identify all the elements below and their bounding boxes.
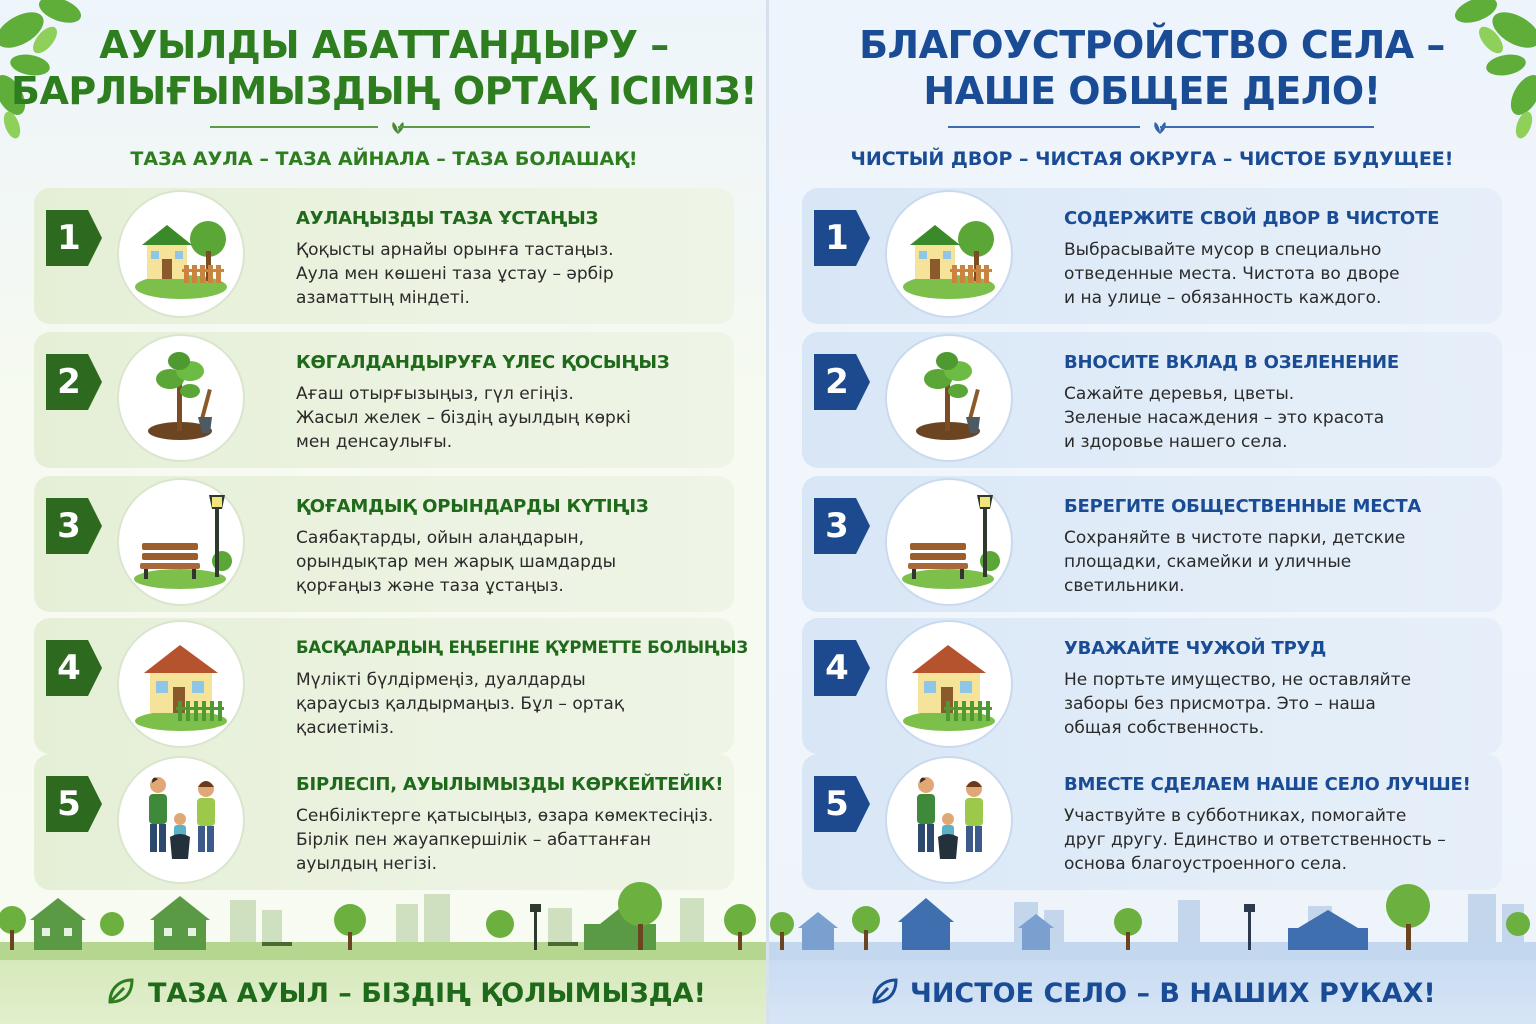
- page-title: АУЫЛДЫ АБАТТАНДЫРУ – БАРЛЫҒЫМЫЗДЫҢ ОРТАҚ ІСІМІЗ!: [11, 23, 757, 113]
- step-badge: 2: [46, 354, 102, 410]
- step-badge: 1: [814, 210, 870, 266]
- list-item: [34, 188, 734, 324]
- card-text: Саябақтарды, ойын алаңдарын, орындықтар мен жарық шамдарды қорғаңыз және таза ұстаңыз.: [296, 528, 617, 596]
- family-cleanup-icon: [887, 758, 1011, 882]
- list-item: [802, 332, 1502, 468]
- card-title: АУЛАҢЫЗДЫ ТАЗА ҰСТАҢЫЗ: [296, 208, 599, 229]
- card-title: УВАЖАЙТЕ ЧУЖОЙ ТРУД: [1064, 638, 1327, 659]
- card-title: СОДЕРЖИТЕ СВОЙ ДВОР В ЧИСТОТЕ: [1064, 208, 1440, 229]
- card-text: Сохраняйте в чистоте парки, детские площадки, скамейки и уличные светильники.: [1064, 528, 1406, 596]
- card-text: Сажайте деревья, цветы. Зеленые насаждения – это красота и здоровье нашего села.: [1064, 384, 1385, 452]
- card-text: Сенбіліктерге қатысыңыз, өзара көмектесіңіз. Бірлік пен жауапкершілік – абаттанған ауылдың негізі.: [296, 806, 714, 874]
- subtitle: ЧИСТЫЙ ДВОР – ЧИСТАЯ ОКРУГА – ЧИСТОЕ БУДУЩЕЕ!: [850, 148, 1454, 170]
- panel-divider: [766, 0, 769, 1024]
- footer-slogan: ТАЗА АУЫЛ – БІЗДІҢ ҚОЛЫМЫЗДА!: [148, 978, 706, 1009]
- step-badge: 3: [46, 498, 102, 554]
- step-badge: 5: [46, 776, 102, 832]
- house-with-tree-icon: [119, 192, 243, 316]
- house-fence-icon: [887, 622, 1011, 746]
- list-item: [34, 332, 734, 468]
- bench-lamp-icon: [887, 480, 1011, 604]
- sapling-shovel-icon: [887, 336, 1011, 460]
- subtitle: ТАЗА АУЛА – ТАЗА АЙНАЛА – ТАЗА БОЛАШАҚ!: [130, 148, 638, 170]
- list-item: [802, 476, 1502, 612]
- house-fence-icon: [119, 622, 243, 746]
- list-item: [34, 754, 734, 890]
- family-cleanup-icon: [119, 758, 243, 882]
- page-title: БЛАГОУСТРОЙСТВО СЕЛА – НАШЕ ОБЩЕЕ ДЕЛО!: [859, 23, 1445, 113]
- step-badge: 1: [46, 210, 102, 266]
- card-text: Қоқысты арнайы орынға тастаңыз. Аула мен көшені таза ұстау – әрбір азаматтың міндеті.: [296, 240, 614, 308]
- list-item: [802, 618, 1502, 754]
- card-title: БІРЛЕСІП, АУЫЛЫМЫЗДЫ КӨРКЕЙТЕЙІК!: [296, 774, 724, 795]
- card-title: БАСҚАЛАРДЫҢ ЕҢБЕГІНЕ ҚҰРМЕТТЕ БОЛЫҢЫЗ: [296, 638, 748, 657]
- title-ornament: [0, 116, 768, 138]
- list-item: [802, 188, 1502, 324]
- title-ornament: [768, 116, 1536, 138]
- step-badge: 5: [814, 776, 870, 832]
- step-badge: 2: [814, 354, 870, 410]
- card-title: БЕРЕГИТЕ ОБЩЕСТВЕННЫЕ МЕСТА: [1064, 496, 1422, 517]
- step-badge: 3: [814, 498, 870, 554]
- card-title: ВМЕСТЕ СДЕЛАЕМ НАШЕ СЕЛО ЛУЧШЕ!: [1064, 774, 1471, 795]
- village-landscape-icon: [0, 880, 768, 960]
- footer-slogan: ЧИСТОЕ СЕЛО – В НАШИХ РУКАХ!: [910, 978, 1436, 1009]
- list-item: [34, 618, 748, 754]
- card-text: Ағаш отырғызыңыз, гүл егіңіз. Жасыл желек – біздің ауылдың көркі мен денсаулығы.: [296, 384, 631, 452]
- step-badge: 4: [46, 640, 102, 696]
- bench-lamp-icon: [119, 480, 243, 604]
- card-title: ҚОҒАМДЫҚ ОРЫНДАРДЫ КҮТІҢІЗ: [296, 496, 649, 517]
- card-text: Не портьте имущество, не оставляйте заборы без присмотра. Это – наша общая собственность.: [1064, 670, 1412, 738]
- footer-banner: [0, 960, 768, 1024]
- list-item: [34, 476, 734, 612]
- list-item: [802, 754, 1502, 890]
- card-text: Выбрасывайте мусор в специально отведенные места. Чистота во дворе и на улице – обязанность каждого.: [1064, 240, 1400, 308]
- sapling-shovel-icon: [119, 336, 243, 460]
- village-landscape-icon: [768, 880, 1536, 960]
- leaf-icon: [868, 976, 900, 1008]
- card-text: Мүлікті бүлдірмеңіз, дуалдарды қараусыз қалдырмаңыз. Бұл – ортақ қасиетіміз.: [296, 670, 625, 738]
- footer-banner: [768, 960, 1536, 1024]
- house-with-tree-icon: [887, 192, 1011, 316]
- card-title: КӨГАЛДАНДЫРУҒА ҮЛЕС ҚОСЫҢЫЗ: [296, 352, 670, 373]
- russian-panel: [768, 0, 1536, 1024]
- card-title: ВНОСИТЕ ВКЛАД В ОЗЕЛЕНЕНИЕ: [1064, 352, 1400, 373]
- step-badge: 4: [814, 640, 870, 696]
- card-text: Участвуйте в субботниках, помогайте друг другу. Единство и ответственность – основа благоустроенного села.: [1064, 806, 1446, 874]
- leaf-icon: [104, 976, 136, 1008]
